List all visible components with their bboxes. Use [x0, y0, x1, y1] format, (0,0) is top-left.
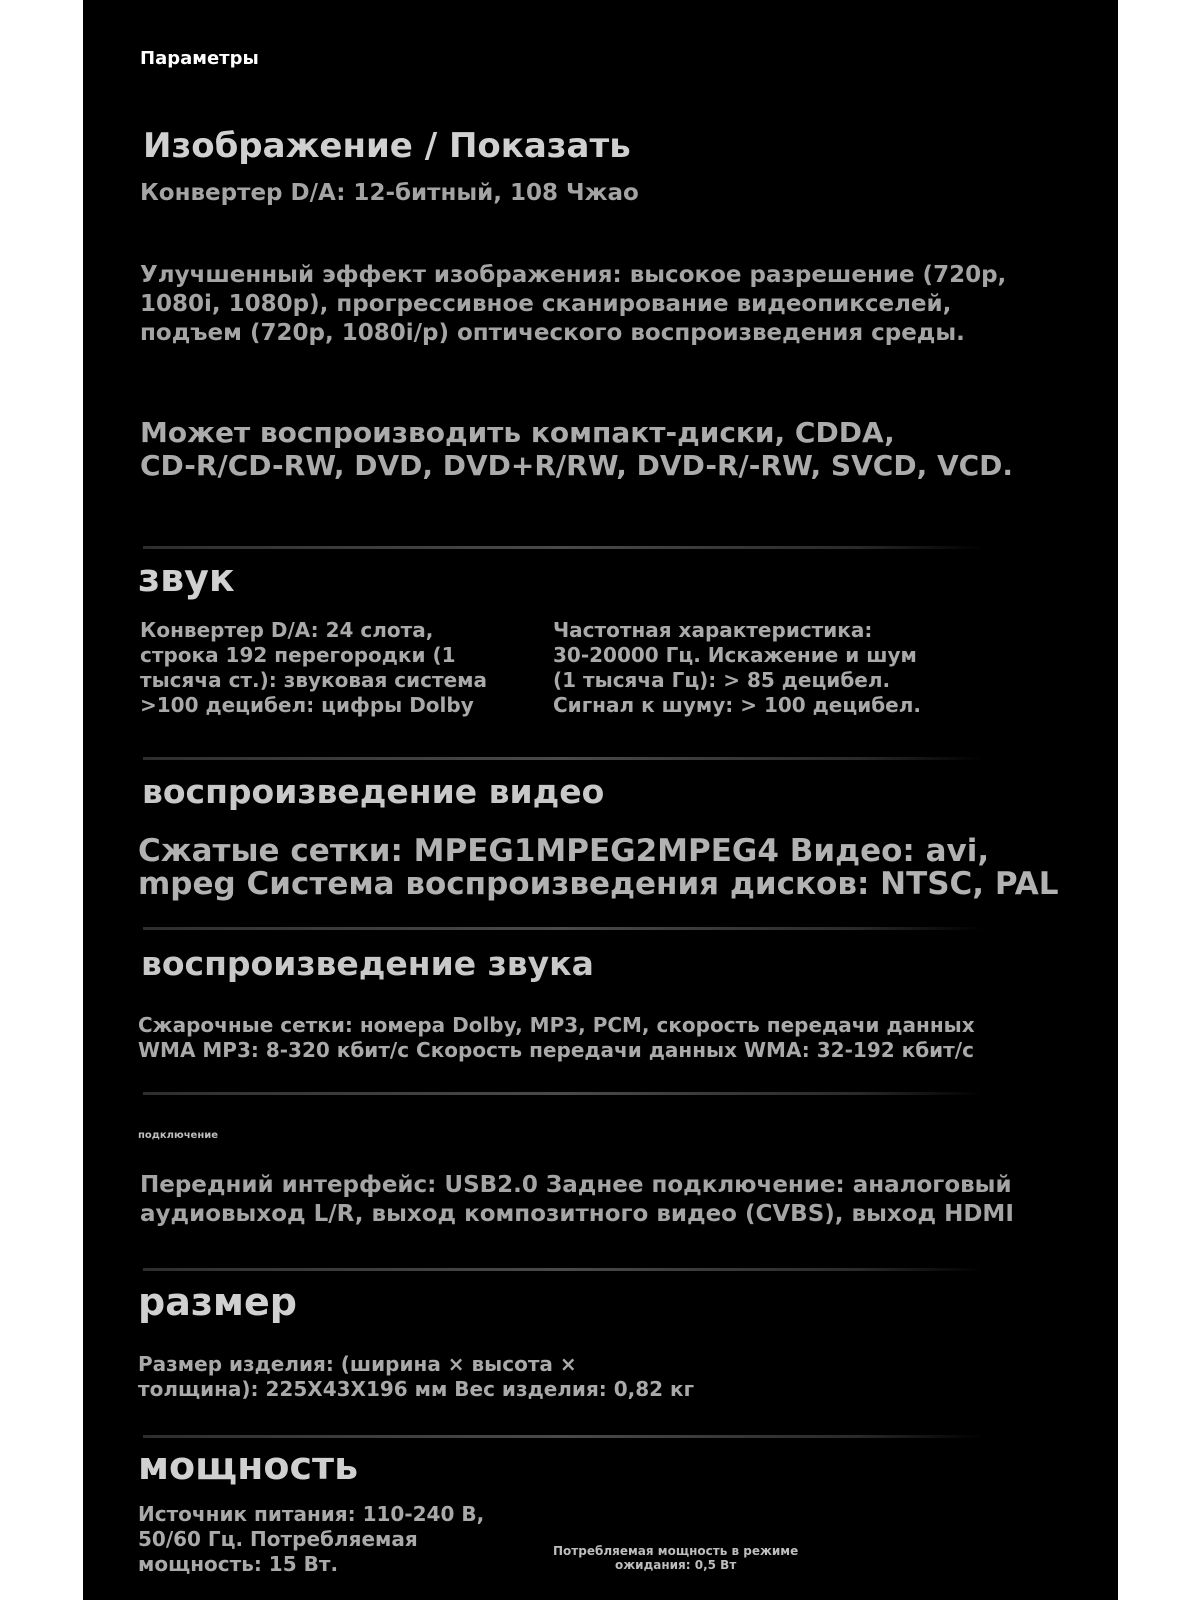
section-divider — [143, 1092, 983, 1095]
image-formats-text — [140, 416, 1013, 482]
text-line: Размер изделия: (ширина × высота × — [138, 1352, 577, 1376]
section-divider — [143, 546, 983, 549]
connection-text — [140, 1171, 1014, 1229]
section-divider — [143, 1268, 983, 1271]
text-line: 1080i, 1080p), прогрессивное сканирование видеопикселей, — [140, 291, 952, 317]
sound-frequency-text — [553, 618, 921, 718]
text-line: подъем (720p, 1080i/p) оптического воспроизведения среды. — [140, 320, 965, 346]
text-line: аудиовыход L/R, выход композитного видео (CVBS), выход HDMI — [140, 1201, 1014, 1227]
text-line: мощность: 15 Вт. — [138, 1552, 339, 1576]
text-line: 50/60 Гц. Потребляемая — [138, 1527, 418, 1551]
text-line: ожидания: 0,5 Вт — [614, 1558, 737, 1572]
text-line: Потребляемая мощность в режиме — [553, 1544, 799, 1558]
text-line: Конвертер D/A: 24 слота, — [140, 618, 434, 642]
text-line: Улучшенный эффект изображения: высокое разрешение (720p, — [140, 262, 1007, 288]
audio-playback-text — [138, 1013, 975, 1063]
image-enhanced-text — [140, 261, 1006, 348]
section-title-sound: звук — [138, 556, 235, 600]
standby-power-text — [553, 1544, 798, 1572]
text-line: Частотная характеристика: — [553, 618, 873, 642]
text-line: Сжарочные сетки: номера Dolby, MP3, PCM, скорость передачи данных — [138, 1013, 975, 1037]
text-line: Источник питания: 110-240 В, — [138, 1502, 485, 1526]
section-title-power: мощность — [138, 1444, 359, 1488]
text-line: 30-20000 Гц. Искажение и шум — [553, 643, 917, 667]
section-divider — [143, 757, 983, 760]
text-line: тысяча ст.): звуковая система — [140, 668, 488, 692]
spec-sheet-panel — [83, 0, 1118, 1600]
text-line: Сжатые сетки: MPEG1MPEG2MPEG4 Видео: avi, — [138, 833, 990, 869]
section-title-connection: подключение — [138, 1130, 219, 1141]
text-line: строка 192 перегородки (1 — [140, 643, 456, 667]
section-title-audio-playback: воспроизведение звука — [141, 944, 594, 983]
section-title-image: Изображение / Показать — [143, 126, 631, 166]
text-line: толщина): 225X43X196 мм Вес изделия: 0,82 кг — [138, 1377, 695, 1401]
section-divider — [143, 1435, 983, 1438]
image-converter-text: Конвертер D/A: 12-битный, 108 Чжао — [140, 180, 639, 206]
sound-converter-text — [140, 618, 487, 718]
video-playback-text — [138, 835, 1059, 901]
size-text — [138, 1352, 694, 1402]
text-line: Может воспроизводить компакт-диски, CDDA, — [140, 416, 895, 449]
section-title-size: размер — [138, 1280, 297, 1324]
text-line: mpeg Система воспроизведения дисков: NTSC, PAL — [138, 866, 1059, 902]
text-line: Сигнал к шуму: > 100 децибел. — [553, 693, 921, 717]
text-line: CD-R/CD-RW, DVD, DVD+R/RW, DVD-R/-RW, SVCD, VCD. — [140, 449, 1014, 482]
text-line: WMA MP3: 8-320 кбит/с Скорость передачи данных WMA: 32-192 кбит/с — [138, 1038, 974, 1062]
text-line: Передний интерфейс: USB2.0 Заднее подключение: аналоговый — [140, 1172, 1012, 1198]
text-line: >100 децибел: цифры Dolby — [140, 693, 474, 717]
section-divider — [143, 927, 983, 930]
section-title-video-playback: воспроизведение видео — [142, 772, 605, 811]
power-supply-text — [138, 1502, 484, 1577]
page-title: Параметры — [140, 48, 259, 69]
text-line: (1 тысяча Гц): > 85 децибел. — [553, 668, 891, 692]
